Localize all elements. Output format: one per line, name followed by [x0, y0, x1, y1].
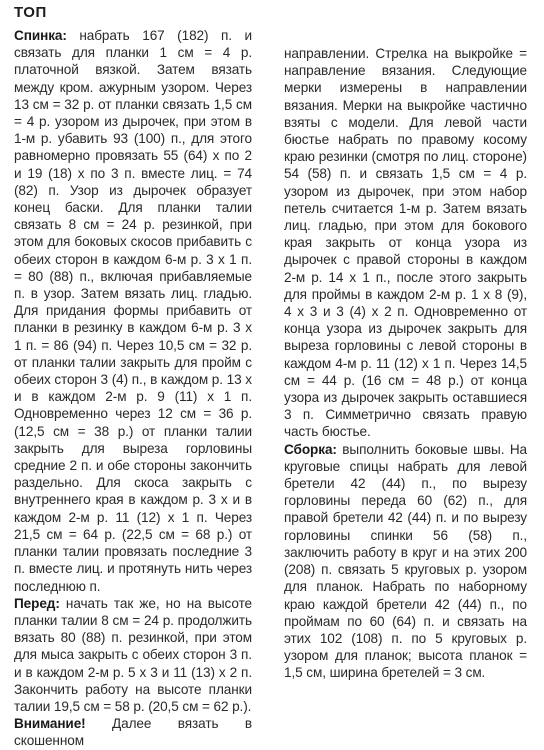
back-paragraph	[14, 27, 252, 595]
front-paragraph	[14, 595, 252, 715]
front-text: начать так же, но на высоте планки талии 8 см = 24 р. продолжить вязать 80 (88) п. резинкой, при этом для мыса закрыть с обеих сторон 3 п. и в каждом 2-м р. 5 х 3 и 11 (13) х 2 п. Закончить работу на высоте планки талии 19,5 см = 58 р. (20,5 см = 62 р.).	[14, 595, 252, 714]
bustier-paragraph	[284, 45, 527, 441]
front-label: Перед:	[14, 595, 60, 611]
attention-label: Внимание!	[14, 716, 86, 732]
page-title: ТОП	[14, 4, 47, 21]
assembly-text: выполнить боковые швы. На круговые спицы набрать для левой бретели 42 (44) п., по вырезу горловины переда 60 (62) п., для правой бретели 42 (44) п. и по вырезу горловины спинки 56 (58) п., заключить работу в круг и на этих 200 (208) п. связать 5 круговых р. узором для планок. Набрать по наборному краю каждой бретели 42 (44) п., по проймам по 60 (64) п. и связать на этих 102 (108) п. по 5 круговых р. узором для планок; высота планок = 1,5 см, ширина бретелей = 3 см.	[284, 441, 527, 681]
right-column	[284, 45, 527, 682]
attention-paragraph	[14, 715, 252, 749]
attention-text: Далее вязать в скошенном	[14, 716, 252, 749]
back-text: набрать 167 (182) п. и связать для планки 1 см = 4 р. платочной вязкой. Затем вязать между кром. ажурным узором. Через 13 см = 32 р. от планки связать 1,5 см = 4 р. узором из дырочек, при этом в 1-м р. убавить 93 (100) п., для этого равномерно провязать 55 (64) х по 2 и 19 (18) х по 3 п. вместе лиц. = 74 (82) п. Узор из дырочек образует конец баски. Для планки талии связать 8 см = 24 р. резинкой, при этом для боковых скосов прибавить с обеих сторон в каждом 6-м р. 3 х 1 п. = 80 (88) п., включая прибавляемые п. в узор. Затем вязать лиц. гладью. Для придания формы прибавить от планки в резинку в каждом 6-м р. 3 х 1 п. = 86 (94) п. Через 10,5 см = 32 р. от планки талии закрыть для пройм с обеих сторон 3 (4) п., в каждом р. 13 х и в каждом 2-м р. 9 (11) х 1 п. Одновременно через 12 см = 36 р. (12,5 см = 38 р.) от планки талии закрыть для выреза горловины средние 2 п. и обе стороны закончить раздельно. Для скоса закрыть с внутреннего края в каждом р. 3 х и в каждом 2-м р. 11 (12) х 1 п. Через 21,5 см = 64 р. (22,5 см = 68 р.) от планки талии провязать последние 3 п. вместе лиц. и протянуть нить через последнюю п.	[14, 28, 252, 594]
assembly-paragraph	[284, 441, 527, 682]
assembly-label: Сборка:	[284, 441, 337, 457]
left-column	[14, 27, 252, 750]
bustier-text: направлении. Стрелка на выкройке = направление вязания. Следующие мерки измерены в направлении вязания. Мерки на выкройке частично взяты с модели. Для левой части бюстье набрать по правому косому краю резинки (смотря по лиц. стороне) 54 (58) п. и связать 1,5 см = 4 р. узором из дырочек, при этом набор петель считается 1-м р. Затем вязать лиц. гладью, при этом для бокового края закрыть от конца узора из дырочек с правой стороны в каждом 2-м р. 14 х 1 п., после этого закрыть для проймы в каждом 2-м р. 1 х 8 (9), 4 х 3 и 3 (4) х 2 п. Одновременно от конца узора из дырочек закрыть для выреза горловины с левой стороны в каждом 4-м р. 11 (12) х 1 п. Через 14,5 см = 44 р. (16 см = 48 р.) от конца узора из дырочек закрыть оставшиеся 3 п. Симметрично связать правую часть бюстье.	[284, 46, 527, 440]
back-label: Спинка:	[14, 28, 67, 43]
